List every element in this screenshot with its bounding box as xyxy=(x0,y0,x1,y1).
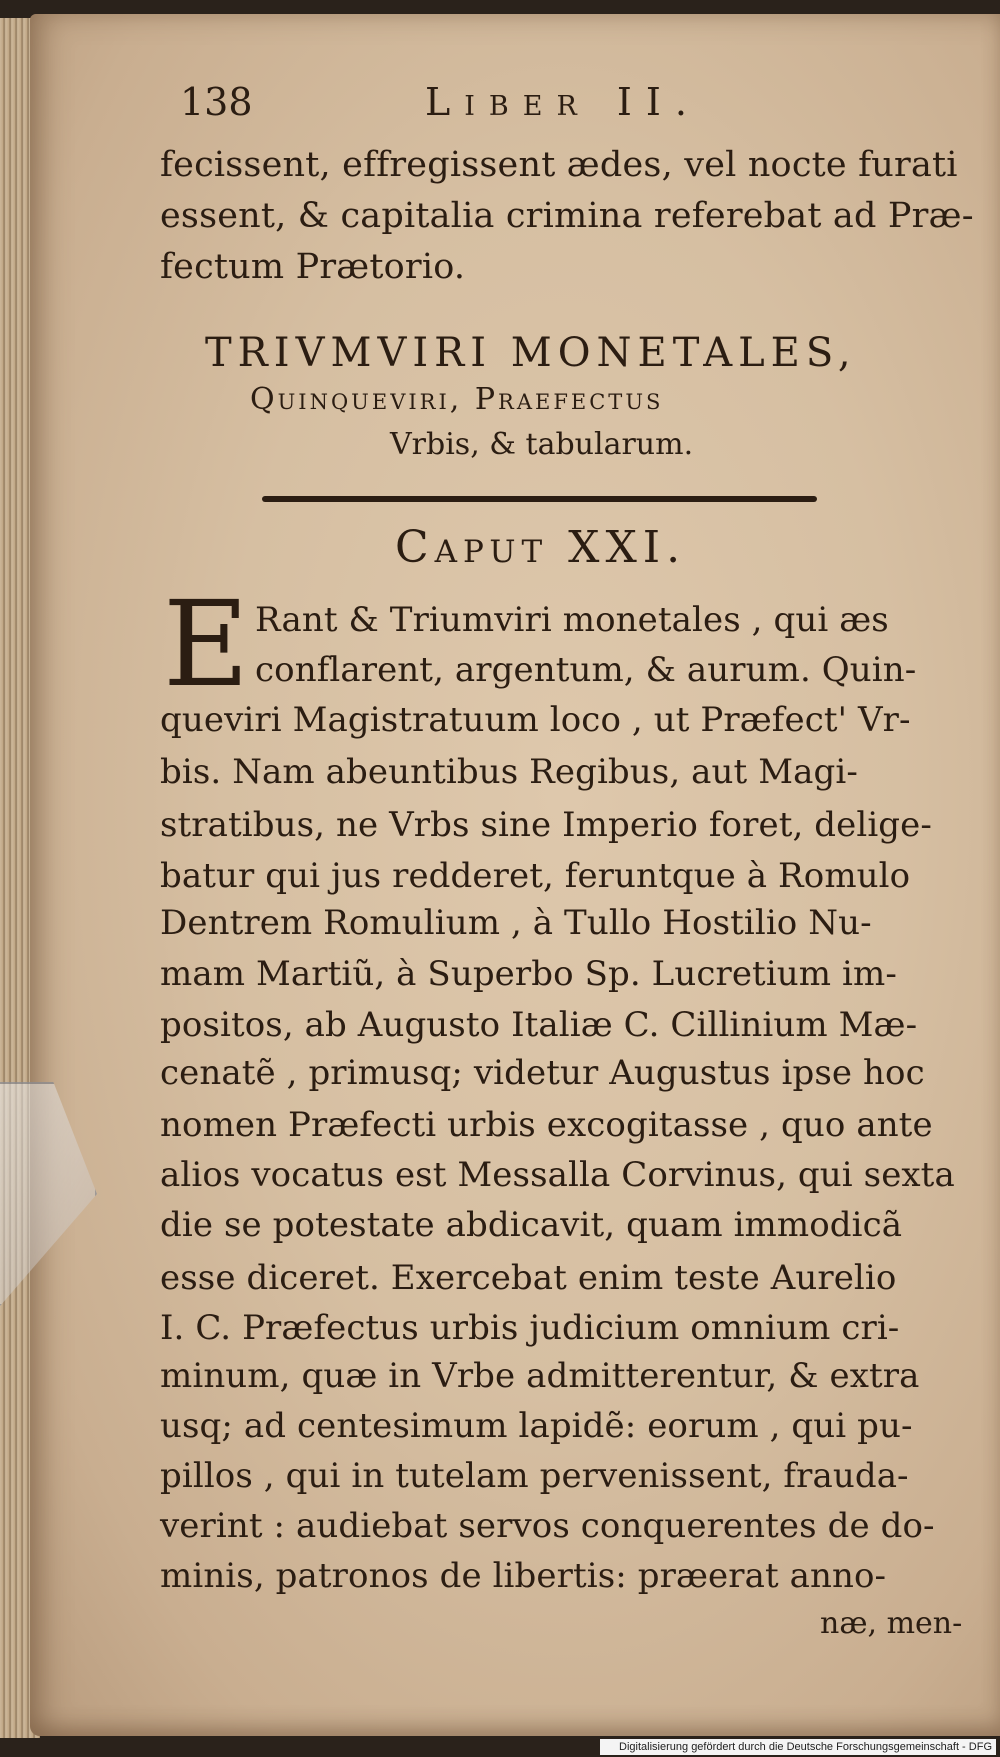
running-head: Liber II. xyxy=(425,80,701,124)
body-line: conflarent, argentum, & aurum. Quin- xyxy=(255,650,917,690)
page-number: 138 xyxy=(180,80,253,124)
carryover-line: essent, & capitalia crimina referebat ad Præ- xyxy=(160,196,974,236)
chapter-heading: Caput XXI. xyxy=(395,522,687,573)
body-line: minis, patronos de libertis: præerat anno- xyxy=(160,1556,887,1596)
page-header xyxy=(180,80,740,130)
body-line: Dentrem Romulium , à Tullo Hostilio Nu- xyxy=(160,903,872,943)
body-line: verint : audiebat servos conquerentes de do- xyxy=(160,1506,935,1546)
body-line: minum, quæ in Vrbe admitterentur, & extra xyxy=(160,1356,920,1396)
catchword: næ, men- xyxy=(820,1606,963,1641)
body-line: nomen Præfecti urbis excogitasse , quo ante xyxy=(160,1105,933,1145)
body-line: Rant & Triumviri monetales , qui æs xyxy=(255,600,889,640)
body-line: stratibus, ne Vrbs sine Imperio foret, delige- xyxy=(160,805,932,845)
body-line: cenatẽ , primusq; videtur Augustus ipse hoc xyxy=(160,1053,925,1093)
body-line: I. C. Præfectus urbis judicium omnium cri- xyxy=(160,1308,900,1348)
section-title-line-3: Vrbis, & tabularum. xyxy=(390,427,694,462)
divider-rule xyxy=(262,496,817,502)
body-line: mam Martiũ, à Superbo Sp. Lucretium im- xyxy=(160,954,897,994)
section-title-line-2: Quinqueviri, Praefectus xyxy=(250,382,664,417)
digitization-footer: Digitalisierung gefördert durch die Deutsche Forschungsgemeinschaft - DFG xyxy=(600,1739,996,1755)
carryover-line: fecissent, effregissent ædes, vel nocte furati xyxy=(160,145,958,185)
body-line: positos, ab Augusto Italiæ C. Cillinium Mæ- xyxy=(160,1005,918,1045)
body-line: alios vocatus est Messalla Corvinus, qui sexta xyxy=(160,1155,955,1195)
body-line: esse diceret. Exercebat enim teste Aurelio xyxy=(160,1258,897,1298)
body-line: die se potestate abdicavit, quam immodicã xyxy=(160,1205,903,1245)
body-line: queviri Magistratuum loco , ut Præfect' Vr- xyxy=(160,700,911,740)
body-line: bis. Nam abeuntibus Regibus, aut Magi- xyxy=(160,752,858,792)
drop-cap: E xyxy=(163,575,250,713)
body-line: batur qui jus redderet, feruntque à Romulo xyxy=(160,856,911,896)
carryover-line: fectum Prætorio. xyxy=(160,247,466,287)
body-line: pillos , qui in tutelam pervenissent, frauda- xyxy=(160,1456,909,1496)
body-line: usq; ad centesimum lapidẽ: eorum , qui pu- xyxy=(160,1406,913,1446)
section-title-line-1: TRIVMVIRI MONETALES, xyxy=(205,330,857,376)
